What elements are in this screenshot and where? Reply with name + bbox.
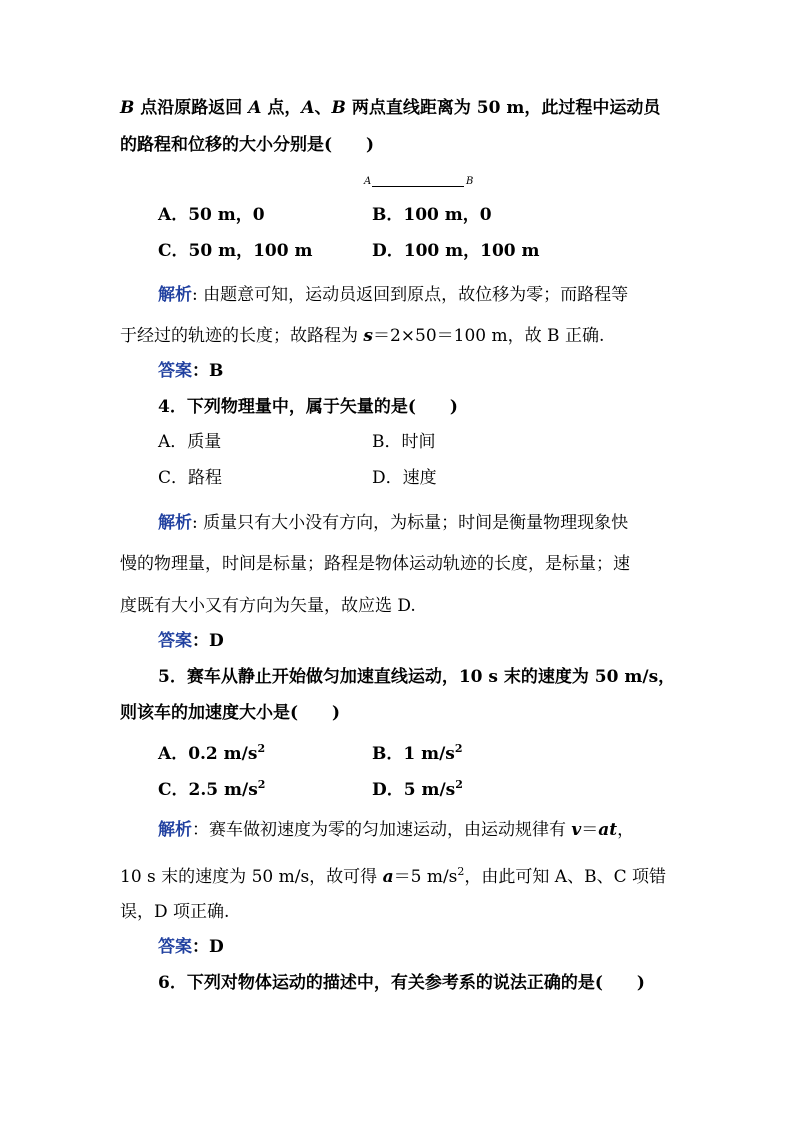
analysis-text: 于经过的轨迹的长度；故路程为 [120,326,364,346]
q5-stem-line1: 5．赛车从静止开始做匀加速直线运动，10 s 末的速度为 50 m/s， [158,667,676,687]
point-b: B [331,98,346,118]
answer-value: ：B [192,361,224,381]
superscript: 2 [257,742,266,755]
variable-at: at [598,820,618,840]
option-text: B．1 m/s [372,744,455,764]
q4-answer [158,631,224,651]
q3-text: 点沿原路返回 [134,98,249,118]
q5-stem-line2: 则该车的加速度大小是( ) [120,703,341,723]
q3-text: 两点直线距离为 50 m，此过程中运动员 [345,98,661,118]
variable-a: a [382,867,394,887]
q5-option-c[interactable] [158,775,265,800]
answer-label: 答案 [158,631,192,651]
answer-value: ：D [192,937,224,957]
answer-label: 答案 [158,937,192,957]
q3-stem-line1 [120,98,660,118]
analysis-text: ＝ [581,820,599,840]
q3-text: 、 [314,98,332,118]
q4-analysis-line2: 慢的物理量，时间是标量；路程是物体运动轨迹的长度，是标量；速 [120,554,630,574]
q3-analysis-line1 [158,285,628,305]
q5-analysis-line2 [120,862,666,887]
q5-answer [158,937,224,957]
q4-option-c[interactable]: C．路程 [158,468,223,488]
q3-stem-line2: 的路程和位移的大小分别是( ) [120,135,375,155]
point-a: A [301,98,315,118]
analysis-text: ＝5 m/s [393,867,458,887]
figure-label-b: B [466,176,474,187]
superscript: 2 [257,778,266,791]
q3-text: 点， [261,98,302,118]
figure-label-a: A [364,176,372,187]
superscript: 2 [457,865,465,878]
analysis-text: : 质量只有大小没有方向，为标量；时间是衡量物理现象快 [192,513,629,533]
analysis-text: 10 s 末的速度为 50 m/s，故可得 [120,867,383,887]
q3-option-a[interactable]: A．50 m，0 [158,205,265,225]
analysis-text: ， [617,820,635,840]
q5-option-d[interactable] [372,775,463,800]
answer-value: ：D [192,631,224,651]
q5-option-b[interactable] [372,739,463,764]
analysis-label: 解析 [158,513,192,533]
point-b: B [120,98,135,118]
q5-option-a[interactable] [158,739,265,764]
q4-option-d[interactable]: D．速度 [372,468,437,488]
analysis-text: ＝2×50＝100 m，故 B 正确. [372,326,605,346]
ab-line [372,186,464,187]
q4-analysis-line1 [158,513,628,533]
q3-option-d[interactable]: D．100 m，100 m [372,241,540,261]
analysis-label: 解析 [158,285,192,305]
q4-analysis-line3: 度既有大小又有方向为矢量，故应选 D. [120,596,416,616]
option-text: D．5 m/s [372,780,456,800]
analysis-label: 解析 [158,820,192,840]
answer-label: 答案 [158,361,192,381]
option-text: A．0.2 m/s [158,744,258,764]
q4-stem: 4．下列物理量中，属于矢量的是( ) [158,397,458,417]
analysis-text: : 由题意可知，运动员返回到原点，故位移为零；而路程等 [192,285,629,305]
q3-option-b[interactable]: B．100 m，0 [372,205,492,225]
option-text: C．2.5 m/s [158,780,258,800]
q3-analysis-line2 [120,326,604,346]
q6-stem: 6．下列对物体运动的描述中，有关参考系的说法正确的是( ) [158,973,645,993]
variable-s: s [363,326,373,346]
superscript: 2 [454,742,463,755]
analysis-text: ：赛车做初速度为零的匀加速运动，由运动规律有 [192,820,572,840]
q3-option-c[interactable]: C．50 m，100 m [158,241,313,261]
q5-analysis-line3: 误，D 项正确. [120,902,230,922]
q3-answer [158,361,223,381]
q5-analysis-line1 [158,820,634,840]
variable-v: v [571,820,582,840]
point-a: A [248,98,262,118]
q4-option-a[interactable]: A．质量 [158,432,222,452]
q4-option-b[interactable]: B．时间 [372,432,436,452]
analysis-text: ，由此可知 A、B、C 项错 [464,867,666,887]
superscript: 2 [455,778,463,791]
